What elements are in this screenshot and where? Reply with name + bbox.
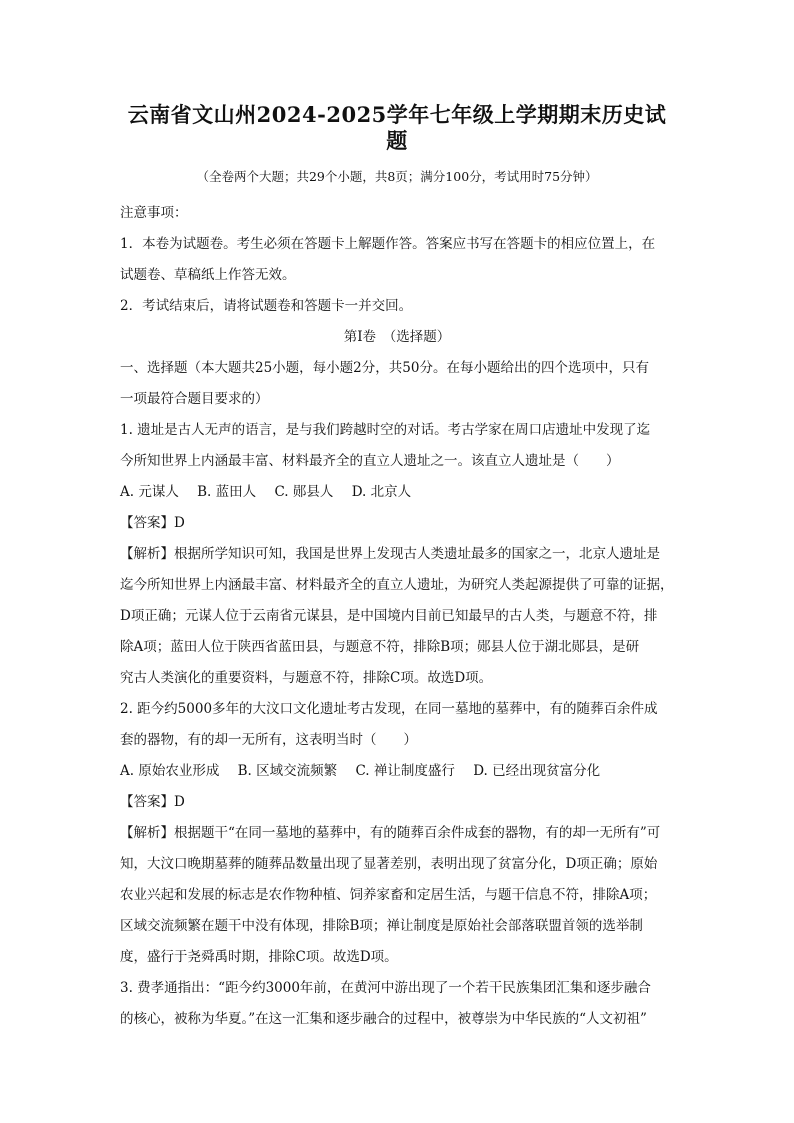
option-d: D. 已经出现贫富分化 <box>473 763 601 779</box>
notice-item: 试题卷、草稿纸上作答无效。 <box>120 267 296 283</box>
answer-label: 【答案】D <box>120 515 185 531</box>
option-a: A. 元谋人 <box>120 484 179 500</box>
section-title: 第Ⅰ卷 （选择题） <box>343 329 451 345</box>
question-stem: 今所知世界上内涵最丰富、材料最齐全的直立人遗址之一。该直立人遗址是（ ） <box>120 453 620 469</box>
analysis-line: 农业兴起和发展的标志是农作物种植、饲养家畜和定居生活，与题干信息不符，排除A项； <box>120 887 657 903</box>
option-d: D. 北京人 <box>351 484 412 500</box>
option-b: B. 区域交流频繁 <box>237 763 338 779</box>
notice-item: 2．考试结束后，请将试题卷和答题卡一并交回。 <box>120 298 413 314</box>
question-2 <box>120 694 674 973</box>
option-c: C. 禅让制度盛行 <box>355 763 455 779</box>
question-stem: 套的器物，有的却一无所有，这表明当时（ ） <box>120 732 417 748</box>
analysis-line: 知，大汶口晚期墓葬的随葬品数量出现了显著差别，表明出现了贫富分化，D项正确；原始 <box>120 856 658 872</box>
question-stem: 的核心，被称为华夏。”在这一汇集和逐步融合的过程中，被尊崇为中华民族的“人文初祖” <box>120 1011 647 1027</box>
part-intro: 一项最符合题目要求的） <box>120 391 269 407</box>
question-stem: 1. 遗址是古人无声的语言，是与我们跨越时空的对话。考古学家在周口店遗址中发现了迄 <box>120 422 651 438</box>
analysis-line: D项正确；元谋人位于云南省元谋县，是中国境内目前已知最早的古人类，与题意不符，排 <box>120 608 658 624</box>
option-c: C. 郧县人 <box>274 484 334 500</box>
analysis-line: 【解析】根据题干“在同一墓地的墓葬中，有的随葬百余件成套的器物，有的却一无所有”可 <box>120 825 661 841</box>
question-stem: 3. 费孝通指出：“距今约3000年前，在黄河中游出现了一个若干民族集团汇集和逐步融合 <box>120 980 651 996</box>
notice-heading: 注意事项： <box>120 205 188 221</box>
part-intro: 一、选择题（本大题共25小题，每小题2分，共50分。在每小题给出的四个选项中，只有 <box>120 360 649 376</box>
analysis-line: 迄今所知世界上内涵最丰富、材料最齐全的直立人遗址，为研究人类起源提供了可靠的证据， <box>120 577 674 593</box>
page-title: 云南省文山州2024-2025学年七年级上学期期末历史试题 <box>127 102 667 153</box>
analysis-line: 究古人类演化的重要资料，与题意不符，排除C项。故选D项。 <box>120 670 493 686</box>
exam-subtitle: （全卷两个大题；共29个小题，共8页；满分100分，考试用时75分钟） <box>196 169 598 184</box>
option-b: B. 蓝田人 <box>197 484 257 500</box>
analysis-line: 【解析】根据所学知识可知，我国是世界上发现古人类遗址最多的国家之一，北京人遗址是 <box>120 546 660 562</box>
question-1 <box>120 415 674 694</box>
option-a: A. 原始农业形成 <box>120 763 220 779</box>
analysis-line: 区域交流频繁在题干中没有体现，排除B项；禅让制度是原始社会部落联盟首领的选举制 <box>120 918 643 934</box>
notice-item: 1．本卷为试题卷。考生必须在答题卡上解题作答。答案应书写在答题卡的相应位置上，在 <box>120 236 656 252</box>
analysis-line: 度，盛行于尧舜禹时期，排除C项。故选D项。 <box>120 949 398 965</box>
question-3 <box>120 973 674 1035</box>
analysis-line: 除A项；蓝田人位于陕西省蓝田县，与题意不符，排除B项；郧县人位于湖北郧县，是研 <box>120 639 640 655</box>
question-options <box>120 477 674 508</box>
question-options <box>120 756 674 787</box>
question-stem: 2. 距今约5000多年的大汶口文化遗址考古发现，在同一墓地的墓葬中，有的随葬百余件成 <box>120 701 658 717</box>
answer-label: 【答案】D <box>120 794 185 810</box>
